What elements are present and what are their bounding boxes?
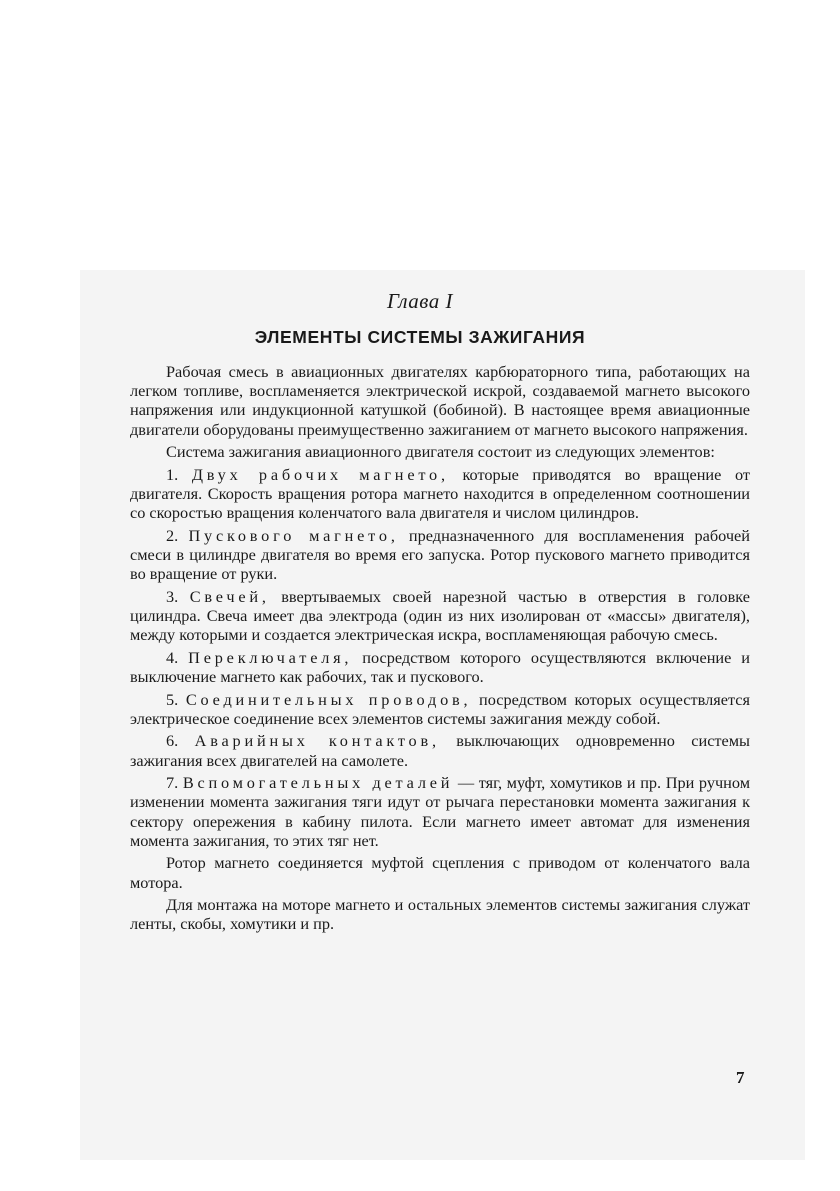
item-text: ввертываемых своей нарезной частью в отверстия в головке цилиндра. Свеча имеет два электрода (один из них изолирован от «массы» двигателя), между которыми и создается электрическая искра, воспламеняющая рабочую смесь. [130, 586, 750, 645]
item-term: Двух рабочих магнето, [191, 464, 449, 484]
item-number: 7. [166, 773, 179, 793]
list-item [130, 587, 750, 645]
chapter-title: ЭЛЕМЕНТЫ СИСТЕМЫ ЗАЖИГАНИЯ [254, 327, 586, 347]
list-item [130, 690, 750, 728]
body-text [130, 362, 750, 937]
list-item [130, 648, 750, 686]
item-term: Соединительных проводов, [185, 689, 472, 709]
paragraph: Система зажигания авиационного двигателя состоит из следующих элементов: [166, 442, 715, 462]
page-number: 7 [736, 1068, 745, 1087]
item-term: Пускового магнето, [188, 525, 399, 545]
item-number: 3. [166, 586, 179, 606]
paragraph: Для монтажа на моторе магнето и остальных элементов системы зажигания служат ленты, скобы, хомутики и пр. [130, 895, 750, 934]
item-text: посредством которых осуществляется электрическое соединение всех элементов системы зажигания между собой. [130, 689, 750, 728]
paragraph: Ротор магнето соединяется муфтой сцепления с приводом от коленчатого вала мотора. [130, 853, 750, 892]
item-term: Переключателя, [188, 647, 353, 667]
item-number: 5. [166, 689, 179, 709]
item-number: 4. [166, 647, 179, 667]
item-number: 6. [166, 731, 179, 751]
chapter-label: Глава I [387, 289, 453, 313]
item-number: 2. [166, 525, 179, 545]
item-text: которые приводятся во вращение от двигателя. Скорость вращения ротора магнето находится в определенном соотношении со скоростью вращения коленчатого вала двигателя и числом цилиндров. [130, 464, 750, 523]
item-term: Свечей, [189, 586, 270, 606]
list-item [130, 526, 750, 584]
item-number: 1. [166, 464, 179, 484]
item-text: посредством которого осуществляются включение и выключение магнето как рабочих, так и пускового. [130, 647, 750, 686]
item-text: предназначенного для воспламенения рабочей смеси в цилиндре двигателя во время его запуска. Ротор пускового магнето приводится во вращение от руки. [130, 525, 750, 584]
item-term: Вспомогательных деталей [182, 773, 454, 793]
paragraph: Рабочая смесь в авиационных двигателях карбюраторного типа, работающих на легком топливе, воспламеняется электрической искрой, создаваемой магнето высокого напряжения или индукционной катушкой (бобиной). В настоящее время авиационные двигатели оборудованы преимущественно зажиганием от магнето высокого напряжения. [130, 362, 750, 439]
item-term: Аварийных контактов, [194, 731, 440, 751]
item-text: — тяг, муфт, хомутиков и пр. При ручном изменении момента зажигания тяги идут от рычага перестановки момента зажигания к сектору опережения в кабину пилота. Если магнето имеет автомат для изменения момента зажигания, то этих тяг нет. [130, 773, 750, 850]
list-item [130, 465, 750, 523]
list-item [130, 731, 750, 769]
list-item [130, 773, 750, 850]
item-text: выключающих одновременно системы зажигания всех двигателей на самолете. [130, 731, 751, 770]
